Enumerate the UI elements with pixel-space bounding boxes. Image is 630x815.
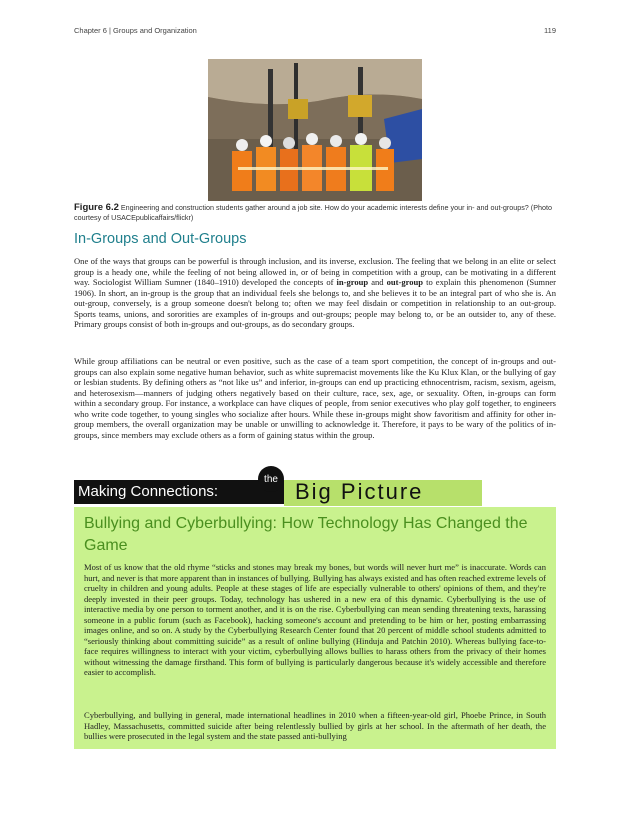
feature-title: Bullying and Cyberbullying: How Technology Has Changed the Game [84, 515, 528, 554]
p1-text-b: to explain this phenomenon (Sumner 1906). In short, an in-group is the group that an individual feels she belongs to, and she believes it to be an integral part of who she is. An out-group, conversely, is a group someone doesn't belong to; often we may feel disdain or competition in relationship to an out-group. Sports teams, unions, and sororities are examples of in-groups and out-groups; people may belong to, or be an outsider to, any of these. Primary groups consist of both in-groups and out-groups, as do secondary groups. [74, 277, 556, 330]
p1-text-a: One of the ways that groups can be powerful is through inclusion, and its inverse, exclusion. The feeling that we belong in an elite or select group is a heady one, while the feeling of not being allowed in, or of being in competition with a group, can be motivating in a different way. Sociologist William Sumner (1840–1910) developed the concepts of [74, 256, 556, 288]
figure-label: Figure 6.2 [74, 202, 119, 213]
figure-photo [208, 59, 422, 201]
paragraph-2 [74, 356, 556, 445]
p1-and: and [368, 277, 387, 288]
term-out-group: out-group [386, 277, 424, 288]
section-heading: In-Groups and Out-Groups [74, 231, 247, 247]
feature-paragraph-2: Cyberbullying, and bullying in general, made international headlines in 2010 when a fifteen-year-old girl, Phoebe Prince, in South Hadley, Massachusetts, committed suicide after being relentlessly bullied by girls at her school. In the aftermath of her death, the bullies were prosecuted in the legal system and the state passed anti-bullying [84, 710, 546, 742]
page-number: 119 [544, 26, 556, 35]
running-header [74, 26, 556, 35]
p2-text: While group affiliations can be neutral or even positive, such as the case of a team sport competition, the concept of in-groups and out-groups can also explain some negative human behavior, such as white supremacist movements like the Ku Klux Klan, or the bullying of gay or lesbian students. By defining others as “not like us” and inferior, in-groups can end up practicing ethnocentrism, racism, sexism, ageism, and heterosexism—manners of judging others negatively based on their culture, race, sex, age, or sexuality. Often, in-groups can form within a secondary group. For instance, a workplace can have cliques of people, from senior executives who play golf together, to engineers who write code together, to young singles who socialize after hours. While these in-groups might show favoritism and affinity for other in-group members, the overall organization may be unable or unwilling to acknowledge it. Therefore, it pays to be wary of the politics of in-groups, since members may exclude others as a form of gaining status within the group. [74, 356, 556, 440]
figure-caption-text: Engineering and construction students gather around a job site. How do your academic interests define your in- and out-groups? (Photo courtesy of USACEpublicaffairs/flickr) [74, 203, 552, 222]
paragraph-1 [74, 256, 556, 335]
big-picture-label: Big Picture [295, 479, 424, 504]
making-connections-label: Making Connections: [78, 483, 219, 500]
figure-caption [74, 203, 554, 222]
feature-paragraph-1: Most of us know that the old rhyme “sticks and stones may break my bones, but words will never hurt me” is inaccurate. Words can hurt, and never is that more apparent than in instances of bullying. Bullying has always existed and has often reached extreme levels of cruelty in children and young adults. People at these stages of life are especially vulnerable to others' opinions of them, and they're deeply invested in their peer groups. Today, technology has ushered in a new era of this dynamic. Cyberbullying is the use of interactive media by one person to torment another, and it is on the rise. Cyberbullying can mean sending threatening texts, harassing someone in a public forum (such as Facebook), hacking someone's account and pretending to be him or her, posting embarrassing images online, and so on. A study by the Cyberbullying Research Center found that 20 percent of middle school students admitted to “seriously thinking about committing suicide” as a result of online bullying (Hinduja and Patchin 2010). Whereas bullying face-to-face requires willingness to interact with your victim, cyberbullying allows bullies to harass others from the privacy of their homes without witnessing the damage firsthand. This form of bullying is particularly dangerous because it's widely accessible and therefore easier to accomplish. [84, 562, 546, 678]
term-in-group: in-group [336, 277, 369, 288]
construction-site-photo [208, 59, 422, 201]
the-label: the [264, 474, 278, 485]
chapter-title: Chapter 6 | Groups and Organization [74, 26, 197, 35]
